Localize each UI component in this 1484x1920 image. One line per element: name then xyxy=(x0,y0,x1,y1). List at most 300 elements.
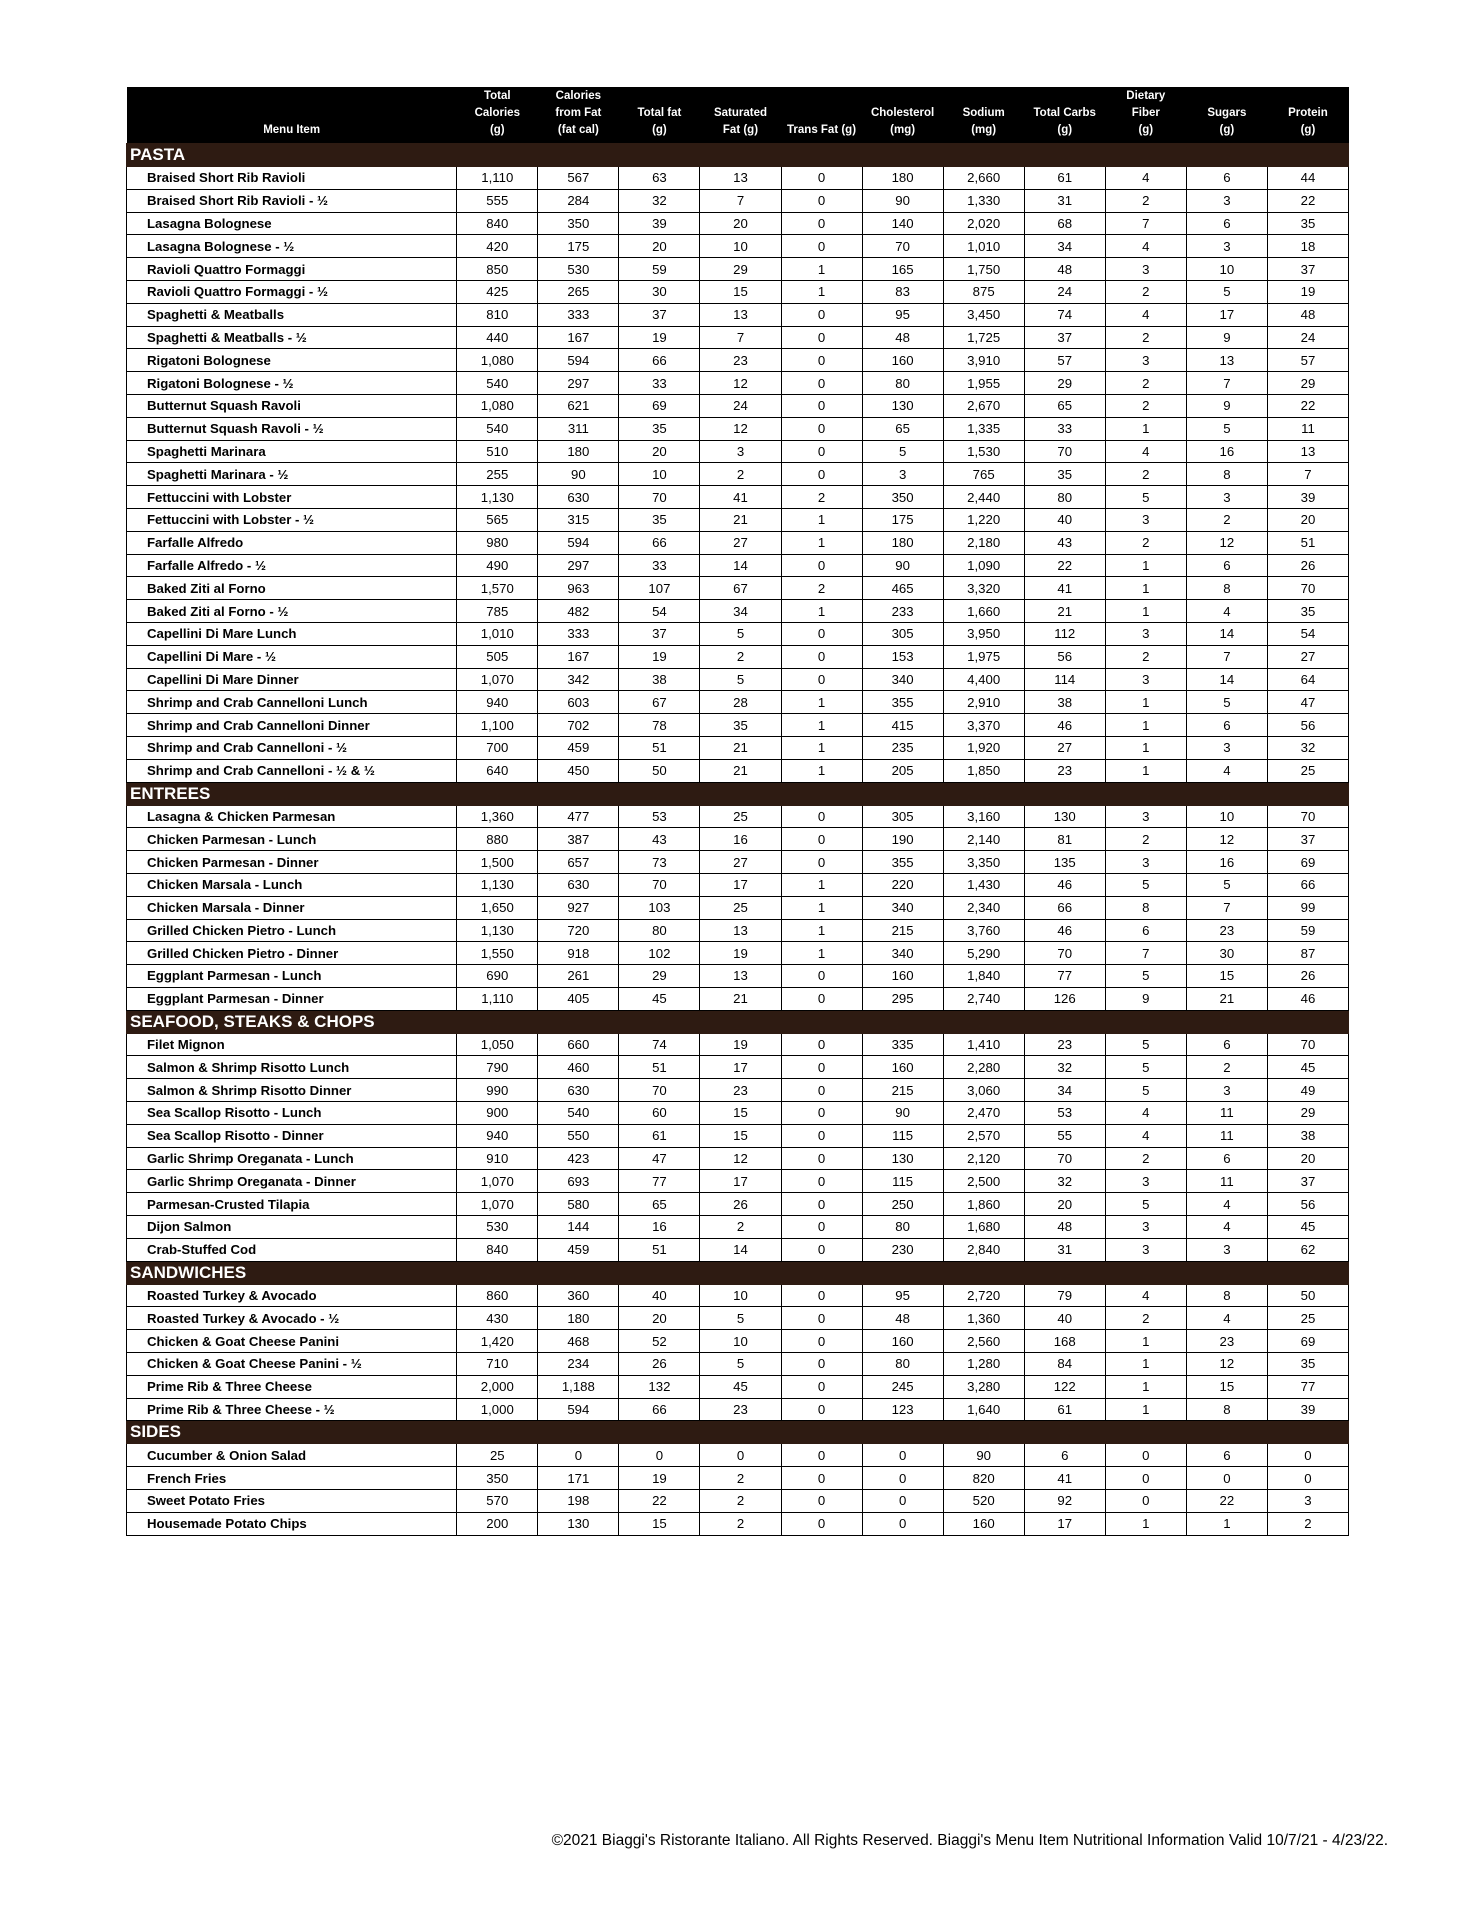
nutrition-value: 112 xyxy=(1024,622,1105,645)
nutrition-value: 27 xyxy=(700,531,781,554)
nutrition-value: 19 xyxy=(700,1033,781,1056)
nutrition-value: 115 xyxy=(862,1124,943,1147)
nutrition-value: 530 xyxy=(538,258,619,281)
nutrition-value: 33 xyxy=(619,554,700,577)
nutrition-value: 2,570 xyxy=(943,1124,1024,1147)
nutrition-value: 3 xyxy=(1186,1079,1267,1102)
nutrition-value: 3 xyxy=(1105,1216,1186,1239)
nutrition-value: 3,910 xyxy=(943,349,1024,372)
nutrition-value: 8 xyxy=(1105,896,1186,919)
nutrition-value: 4 xyxy=(1105,303,1186,326)
nutrition-value: 175 xyxy=(862,508,943,531)
table-row xyxy=(127,919,1349,942)
nutrition-value: 2,340 xyxy=(943,896,1024,919)
nutrition-value: 168 xyxy=(1024,1330,1105,1353)
nutrition-value: 5 xyxy=(1105,1056,1186,1079)
nutrition-value: 2,020 xyxy=(943,212,1024,235)
nutrition-value: 79 xyxy=(1024,1284,1105,1307)
column-header-line: Calories xyxy=(555,90,602,102)
nutrition-value: 25 xyxy=(1267,759,1348,782)
nutrition-value: 53 xyxy=(1024,1102,1105,1125)
header-row xyxy=(127,87,1349,144)
column-header-line: Protein xyxy=(1288,107,1328,119)
nutrition-value: 103 xyxy=(619,896,700,919)
nutrition-value: 59 xyxy=(1267,919,1348,942)
nutrition-value: 3 xyxy=(1105,851,1186,874)
nutrition-value: 840 xyxy=(457,1238,538,1261)
menu-item-name: Prime Rib & Three Cheese xyxy=(127,1375,457,1398)
nutrition-value: 47 xyxy=(1267,691,1348,714)
nutrition-value: 10 xyxy=(1186,805,1267,828)
nutrition-value: 910 xyxy=(457,1147,538,1170)
table-row xyxy=(127,873,1349,896)
nutrition-value: 1,130 xyxy=(457,873,538,896)
nutrition-value: 963 xyxy=(538,577,619,600)
nutrition-value: 10 xyxy=(700,235,781,258)
nutrition-value: 235 xyxy=(862,736,943,759)
nutrition-value: 2 xyxy=(700,645,781,668)
nutrition-value: 234 xyxy=(538,1353,619,1376)
menu-item-name: Dijon Salmon xyxy=(127,1216,457,1239)
nutrition-value: 603 xyxy=(538,691,619,714)
nutrition-value: 50 xyxy=(1267,1284,1348,1307)
nutrition-value: 51 xyxy=(619,736,700,759)
nutrition-value: 20 xyxy=(619,440,700,463)
nutrition-value: 1 xyxy=(781,873,862,896)
nutrition-value: 17 xyxy=(700,1170,781,1193)
nutrition-value: 6 xyxy=(1105,919,1186,942)
menu-item-name: Braised Short Rib Ravioli - ½ xyxy=(127,189,457,212)
table-row xyxy=(127,622,1349,645)
nutrition-value: 38 xyxy=(619,668,700,691)
nutrition-value: 74 xyxy=(1024,303,1105,326)
nutrition-value: 12 xyxy=(1186,1353,1267,1376)
nutrition-value: 3 xyxy=(1105,508,1186,531)
nutrition-value: 41 xyxy=(1024,1467,1105,1490)
table-row xyxy=(127,736,1349,759)
nutrition-value: 66 xyxy=(1267,873,1348,896)
nutrition-value: 0 xyxy=(538,1444,619,1467)
nutrition-value: 40 xyxy=(619,1284,700,1307)
column-header xyxy=(538,87,619,144)
nutrition-value: 1,220 xyxy=(943,508,1024,531)
section-title: ENTREES xyxy=(127,782,1349,805)
nutrition-value: 37 xyxy=(1267,258,1348,281)
nutrition-value: 0 xyxy=(781,1467,862,1490)
nutrition-value: 1,550 xyxy=(457,942,538,965)
nutrition-value: 5 xyxy=(1105,873,1186,896)
nutrition-value: 4 xyxy=(1186,1307,1267,1330)
nutrition-value: 90 xyxy=(943,1444,1024,1467)
nutrition-value: 21 xyxy=(1024,600,1105,623)
nutrition-value: 311 xyxy=(538,417,619,440)
nutrition-value: 52 xyxy=(619,1330,700,1353)
menu-item-name: Shrimp and Crab Cannelloni Dinner xyxy=(127,714,457,737)
column-header-line: Sugars xyxy=(1207,107,1247,119)
nutrition-value: 1,850 xyxy=(943,759,1024,782)
nutrition-value: 0 xyxy=(781,1284,862,1307)
nutrition-value: 0 xyxy=(781,463,862,486)
table-row xyxy=(127,1238,1349,1261)
nutrition-value: 720 xyxy=(538,919,619,942)
menu-item-name: Spaghetti & Meatballs xyxy=(127,303,457,326)
nutrition-value: 0 xyxy=(781,417,862,440)
nutrition-value: 59 xyxy=(619,258,700,281)
nutrition-value: 37 xyxy=(1024,326,1105,349)
nutrition-value: 2 xyxy=(1105,1307,1186,1330)
nutrition-value: 102 xyxy=(619,942,700,965)
nutrition-value: 2,500 xyxy=(943,1170,1024,1193)
nutrition-value: 7 xyxy=(1267,463,1348,486)
nutrition-value: 62 xyxy=(1267,1238,1348,1261)
nutrition-value: 20 xyxy=(1024,1193,1105,1216)
nutrition-value: 92 xyxy=(1024,1490,1105,1513)
nutrition-value: 6 xyxy=(1186,1444,1267,1467)
nutrition-value: 1 xyxy=(1105,1398,1186,1421)
menu-item-name: Roasted Turkey & Avocado xyxy=(127,1284,457,1307)
copyright-footer: ©2021 Biaggi's Ristorante Italiano. All Rights Reserved. Biaggi's Menu Item Nutritional Information Valid 10/7/21 - 4/23/22. xyxy=(551,1832,1388,1849)
nutrition-value: 505 xyxy=(457,645,538,668)
column-header-line: Dietary xyxy=(1126,90,1166,102)
nutrition-value: 22 xyxy=(619,1490,700,1513)
nutrition-value: 57 xyxy=(1267,349,1348,372)
column-header-line: (g) xyxy=(1219,124,1235,136)
nutrition-value: 1,080 xyxy=(457,349,538,372)
nutrition-value: 39 xyxy=(1267,486,1348,509)
nutrition-value: 8 xyxy=(1186,1284,1267,1307)
table-row xyxy=(127,1353,1349,1376)
column-header-line: (mg) xyxy=(971,124,997,136)
table-header xyxy=(127,87,1349,144)
nutrition-value: 6 xyxy=(1024,1444,1105,1467)
menu-item-name: Cucumber & Onion Salad xyxy=(127,1444,457,1467)
nutrition-value: 7 xyxy=(700,189,781,212)
nutrition-value: 7 xyxy=(1186,372,1267,395)
nutrition-value: 440 xyxy=(457,326,538,349)
nutrition-value: 1,680 xyxy=(943,1216,1024,1239)
nutrition-value: 0 xyxy=(781,1147,862,1170)
menu-item-name: Spaghetti Marinara xyxy=(127,440,457,463)
nutrition-value: 130 xyxy=(862,394,943,417)
nutrition-value: 261 xyxy=(538,965,619,988)
nutrition-value: 26 xyxy=(700,1193,781,1216)
table-row xyxy=(127,508,1349,531)
nutrition-value: 29 xyxy=(619,965,700,988)
table-row xyxy=(127,1512,1349,1535)
table-row xyxy=(127,600,1349,623)
nutrition-value: 1 xyxy=(1186,1512,1267,1535)
column-header xyxy=(1024,87,1105,144)
nutrition-value: 4 xyxy=(1105,440,1186,463)
nutrition-value: 5 xyxy=(700,1353,781,1376)
nutrition-value: 3 xyxy=(1105,805,1186,828)
nutrition-value: 10 xyxy=(1186,258,1267,281)
column-header-line: Total fat xyxy=(637,107,682,119)
menu-item-name: Capellini Di Mare Lunch xyxy=(127,622,457,645)
menu-item-name: Chicken Marsala - Dinner xyxy=(127,896,457,919)
nutrition-value: 24 xyxy=(1267,326,1348,349)
nutrition-value: 0 xyxy=(700,1444,781,1467)
nutrition-value: 1,110 xyxy=(457,987,538,1010)
nutrition-value: 0 xyxy=(781,668,862,691)
nutrition-value: 2 xyxy=(700,1490,781,1513)
nutrition-value: 840 xyxy=(457,212,538,235)
nutrition-value: 60 xyxy=(619,1102,700,1125)
nutrition-value: 11 xyxy=(1186,1124,1267,1147)
nutrition-value: 44 xyxy=(1267,167,1348,190)
table-row xyxy=(127,645,1349,668)
nutrition-value: 2 xyxy=(1105,372,1186,395)
nutrition-value: 1,010 xyxy=(457,622,538,645)
nutrition-value: 1 xyxy=(1105,600,1186,623)
nutrition-value: 4 xyxy=(1186,759,1267,782)
nutrition-value: 28 xyxy=(700,691,781,714)
nutrition-value: 0 xyxy=(1105,1444,1186,1467)
menu-item-name: Chicken Parmesan - Lunch xyxy=(127,828,457,851)
column-header-line: Fat (g) xyxy=(722,124,759,136)
nutrition-value: 32 xyxy=(1267,736,1348,759)
nutrition-value: 460 xyxy=(538,1056,619,1079)
nutrition-value: 21 xyxy=(700,736,781,759)
nutrition-value: 355 xyxy=(862,851,943,874)
nutrition-value: 95 xyxy=(862,1284,943,1307)
nutrition-value: 1,530 xyxy=(943,440,1024,463)
nutrition-value: 130 xyxy=(538,1512,619,1535)
nutrition-value: 423 xyxy=(538,1147,619,1170)
nutrition-value: 12 xyxy=(700,372,781,395)
table-row xyxy=(127,759,1349,782)
nutrition-value: 342 xyxy=(538,668,619,691)
nutrition-value: 37 xyxy=(1267,828,1348,851)
nutrition-value: 5 xyxy=(1105,1079,1186,1102)
nutrition-value: 80 xyxy=(1024,486,1105,509)
menu-item-name: Fettuccini with Lobster - ½ xyxy=(127,508,457,531)
nutrition-value: 3,160 xyxy=(943,805,1024,828)
nutrition-value: 11 xyxy=(1267,417,1348,440)
nutrition-value: 80 xyxy=(619,919,700,942)
nutrition-value: 0 xyxy=(781,1353,862,1376)
nutrition-value: 2 xyxy=(1267,1512,1348,1535)
nutrition-value: 415 xyxy=(862,714,943,737)
table-row xyxy=(127,1490,1349,1513)
table-row xyxy=(127,1467,1349,1490)
table-row xyxy=(127,1444,1349,1467)
nutrition-value: 0 xyxy=(781,1512,862,1535)
nutrition-value: 5 xyxy=(1105,1033,1186,1056)
nutrition-value: 50 xyxy=(619,759,700,782)
nutrition-value: 33 xyxy=(1024,417,1105,440)
table-row xyxy=(127,1079,1349,1102)
nutrition-value: 0 xyxy=(781,828,862,851)
nutrition-value: 2 xyxy=(1105,828,1186,851)
nutrition-value: 70 xyxy=(1267,1033,1348,1056)
nutrition-value: 14 xyxy=(1186,622,1267,645)
nutrition-value: 0 xyxy=(781,987,862,1010)
nutrition-value: 115 xyxy=(862,1170,943,1193)
nutrition-value: 1,660 xyxy=(943,600,1024,623)
menu-item-name: Baked Ziti al Forno - ½ xyxy=(127,600,457,623)
nutrition-value: 51 xyxy=(1267,531,1348,554)
section-header-row xyxy=(127,1421,1349,1444)
nutrition-value: 180 xyxy=(538,1307,619,1330)
table-row xyxy=(127,577,1349,600)
menu-item-name: Sweet Potato Fries xyxy=(127,1490,457,1513)
nutrition-value: 45 xyxy=(1267,1056,1348,1079)
nutrition-value: 14 xyxy=(700,1238,781,1261)
nutrition-value: 40 xyxy=(1024,508,1105,531)
column-header-line: Fiber xyxy=(1131,107,1160,119)
nutrition-value: 1 xyxy=(781,691,862,714)
nutrition-value: 10 xyxy=(700,1330,781,1353)
nutrition-value: 160 xyxy=(862,349,943,372)
nutrition-value: 1 xyxy=(1105,1353,1186,1376)
nutrition-value: 78 xyxy=(619,714,700,737)
nutrition-value: 4 xyxy=(1105,1284,1186,1307)
nutrition-value: 30 xyxy=(619,280,700,303)
nutrition-value: 1,500 xyxy=(457,851,538,874)
nutrition-value: 245 xyxy=(862,1375,943,1398)
nutrition-value: 630 xyxy=(538,1079,619,1102)
table-row xyxy=(127,463,1349,486)
nutrition-value: 1,410 xyxy=(943,1033,1024,1056)
nutrition-value: 15 xyxy=(700,1124,781,1147)
nutrition-value: 594 xyxy=(538,1398,619,1421)
nutrition-value: 70 xyxy=(862,235,943,258)
nutrition-value: 25 xyxy=(700,896,781,919)
menu-item-name: Baked Ziti al Forno xyxy=(127,577,457,600)
nutrition-value: 1,955 xyxy=(943,372,1024,395)
nutrition-value: 927 xyxy=(538,896,619,919)
nutrition-value: 459 xyxy=(538,736,619,759)
nutrition-value: 0 xyxy=(862,1444,943,1467)
nutrition-value: 23 xyxy=(1024,1033,1105,1056)
nutrition-value: 3 xyxy=(700,440,781,463)
nutrition-value: 333 xyxy=(538,622,619,645)
nutrition-value: 1,570 xyxy=(457,577,538,600)
nutrition-value: 123 xyxy=(862,1398,943,1421)
nutrition-value: 2 xyxy=(700,1512,781,1535)
nutrition-value: 355 xyxy=(862,691,943,714)
nutrition-value: 1 xyxy=(1105,417,1186,440)
nutrition-value: 21 xyxy=(700,508,781,531)
nutrition-value: 13 xyxy=(700,965,781,988)
nutrition-value: 19 xyxy=(619,326,700,349)
nutrition-value: 11 xyxy=(1186,1170,1267,1193)
nutrition-value: 350 xyxy=(457,1467,538,1490)
nutrition-value: 13 xyxy=(700,919,781,942)
nutrition-value: 540 xyxy=(538,1102,619,1125)
nutrition-value: 297 xyxy=(538,372,619,395)
nutrition-value: 35 xyxy=(1267,1353,1348,1376)
nutrition-value: 4 xyxy=(1186,1193,1267,1216)
nutrition-value: 0 xyxy=(862,1512,943,1535)
menu-item-name: Chicken Parmesan - Dinner xyxy=(127,851,457,874)
nutrition-value: 35 xyxy=(1267,600,1348,623)
nutrition-value: 594 xyxy=(538,531,619,554)
table-row xyxy=(127,440,1349,463)
table-row xyxy=(127,851,1349,874)
nutrition-value: 990 xyxy=(457,1079,538,1102)
section-header-row xyxy=(127,1010,1349,1033)
nutrition-value: 80 xyxy=(862,1353,943,1376)
nutrition-value: 19 xyxy=(700,942,781,965)
nutrition-value: 16 xyxy=(619,1216,700,1239)
nutrition-value: 2,910 xyxy=(943,691,1024,714)
table-row xyxy=(127,1307,1349,1330)
nutrition-value: 21 xyxy=(1186,987,1267,1010)
nutrition-value: 3,370 xyxy=(943,714,1024,737)
nutrition-value: 630 xyxy=(538,486,619,509)
nutrition-value: 3,450 xyxy=(943,303,1024,326)
nutrition-value: 918 xyxy=(538,942,619,965)
column-header-line: (g) xyxy=(489,124,505,136)
nutrition-value: 17 xyxy=(1186,303,1267,326)
section-header-row xyxy=(127,144,1349,167)
nutrition-value: 1,070 xyxy=(457,668,538,691)
nutrition-value: 2,180 xyxy=(943,531,1024,554)
nutrition-value: 29 xyxy=(1267,1102,1348,1125)
nutrition-value: 30 xyxy=(1186,942,1267,965)
table-row xyxy=(127,942,1349,965)
nutrition-value: 0 xyxy=(781,1124,862,1147)
column-header xyxy=(862,87,943,144)
nutrition-value: 20 xyxy=(700,212,781,235)
nutrition-value: 1,188 xyxy=(538,1375,619,1398)
nutrition-value: 1 xyxy=(781,919,862,942)
nutrition-value: 48 xyxy=(1024,1216,1105,1239)
nutrition-value: 81 xyxy=(1024,828,1105,851)
menu-item-name: Salmon & Shrimp Risotto Dinner xyxy=(127,1079,457,1102)
nutrition-value: 3,350 xyxy=(943,851,1024,874)
nutrition-value: 710 xyxy=(457,1353,538,1376)
nutrition-value: 7 xyxy=(1186,645,1267,668)
nutrition-value: 25 xyxy=(457,1444,538,1467)
nutrition-value: 3,280 xyxy=(943,1375,1024,1398)
nutrition-value: 6 xyxy=(1186,554,1267,577)
nutrition-value: 66 xyxy=(619,1398,700,1421)
nutrition-value: 0 xyxy=(781,1170,862,1193)
nutrition-value: 0 xyxy=(862,1490,943,1513)
nutrition-value: 153 xyxy=(862,645,943,668)
nutrition-value: 3 xyxy=(1267,1490,1348,1513)
nutrition-value: 2 xyxy=(1105,645,1186,668)
nutrition-value: 160 xyxy=(943,1512,1024,1535)
nutrition-value: 3,060 xyxy=(943,1079,1024,1102)
nutrition-value: 48 xyxy=(862,326,943,349)
nutrition-value: 83 xyxy=(862,280,943,303)
nutrition-value: 0 xyxy=(781,394,862,417)
nutrition-value: 34 xyxy=(1024,1079,1105,1102)
nutrition-value: 19 xyxy=(1267,280,1348,303)
nutrition-value: 0 xyxy=(781,349,862,372)
nutrition-value: 565 xyxy=(457,508,538,531)
column-header-line: from Fat xyxy=(555,107,602,119)
nutrition-value: 175 xyxy=(538,235,619,258)
nutrition-value: 56 xyxy=(1267,1193,1348,1216)
nutrition-value: 1,080 xyxy=(457,394,538,417)
nutrition-value: 0 xyxy=(781,372,862,395)
column-header xyxy=(1267,87,1348,144)
nutrition-value: 785 xyxy=(457,600,538,623)
nutrition-value: 70 xyxy=(1267,577,1348,600)
nutrition-value: 12 xyxy=(700,1147,781,1170)
nutrition-value: 165 xyxy=(862,258,943,281)
nutrition-value: 70 xyxy=(619,873,700,896)
menu-item-name: Spaghetti Marinara - ½ xyxy=(127,463,457,486)
column-header xyxy=(1105,87,1186,144)
nutrition-value: 87 xyxy=(1267,942,1348,965)
nutrition-value: 1,640 xyxy=(943,1398,1024,1421)
